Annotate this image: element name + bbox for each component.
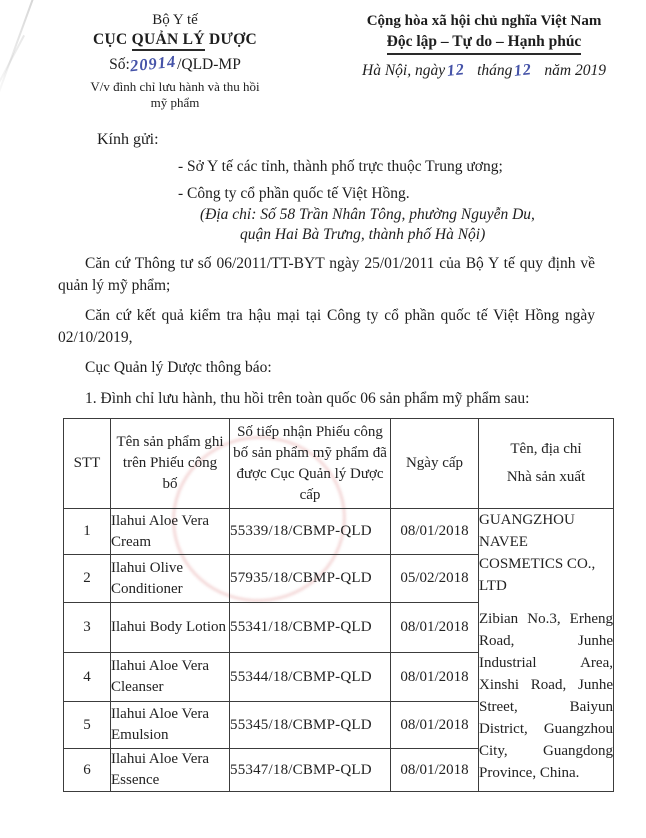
national-motto: [326, 33, 642, 55]
row-index: 4: [64, 653, 111, 702]
document-number-line: [55, 51, 295, 76]
row-index: 3: [64, 603, 111, 653]
agency-name-underlined: QUẢN LÝ: [132, 31, 205, 51]
date-year-label: năm 2019: [544, 62, 606, 79]
handwritten-month: 12: [513, 61, 534, 80]
column-header-manufacturer-line1: Tên, địa chỉ: [510, 441, 582, 457]
agency-name-pre: CỤC: [93, 31, 132, 48]
manufacturer-address: Zibian No.3, Erheng Road, Junhe Industrial Area, Xinshi Road, Junhe Street, Baiyun District, Guangzhou City, Guangdong Province, China.: [479, 611, 613, 781]
row-index: 5: [64, 702, 111, 749]
manufacturer-name: GUANGZHOU NAVEE COSMETICS CO., LTD: [479, 512, 596, 594]
agency-name-post: DƯỢC: [204, 31, 257, 48]
registration-number: 57935/18/CBMP-QLD: [230, 555, 391, 603]
recipient-item: - Sở Y tế các tỉnh, thành phố trực thuộc Trung ương;: [178, 158, 503, 175]
legal-basis-paragraph-2: Căn cứ kết quả kiểm tra hậu mại tại Công ty cổ phần quốc tế Việt Hồng ngày 02/10/2019,: [58, 307, 595, 346]
ministry-name: Bộ Y tế: [152, 12, 198, 28]
document-subject-line1: V/v đình chỉ lưu hành và thu hồi: [90, 79, 260, 94]
column-header-manufacturer-line2: Nhà sản xuất: [506, 469, 586, 485]
product-name: Ilahui Aloe Vera Emulsion: [111, 702, 230, 749]
recalled-products-table: [63, 418, 614, 792]
body-text-block: [58, 253, 595, 418]
product-name: Ilahui Aloe Vera Essence: [111, 749, 230, 792]
column-header-manufacturer: [479, 419, 614, 509]
document-number-suffix: /QLD-MP: [177, 56, 241, 73]
national-motto-text: Độc lập – Tự do – Hạnh phúc: [387, 33, 582, 55]
column-header-product: Tên sản phẩm ghi trên Phiếu công bố: [111, 419, 230, 509]
registration-number: 55347/18/CBMP-QLD: [230, 749, 391, 792]
scan-crease-artifact: [0, 0, 36, 105]
announcement-lead-paragraph: Cục Quản lý Dược thông báo:: [85, 359, 272, 376]
issue-date: 08/01/2018: [391, 749, 479, 792]
document-subject-line2: mỹ phẩm: [150, 95, 200, 110]
table-row: [64, 509, 614, 555]
place-date-line: [326, 62, 642, 80]
place-date-prefix: Hà Nội, ngày: [362, 62, 446, 79]
header-left-block: [55, 12, 295, 111]
recipient-address-line1: (Địa chỉ: Số 58 Trần Nhân Tông, phường Nguyễn Du,: [200, 206, 535, 223]
issue-date: 08/01/2018: [391, 603, 479, 653]
row-index: 6: [64, 749, 111, 792]
issue-date: 08/01/2018: [391, 702, 479, 749]
column-header-number: Số tiếp nhận Phiếu công bố sản phẩm mỹ phẩm đã được Cục Quản lý Dược cấp: [230, 419, 391, 509]
product-name: Ilahui Aloe Vera Cream: [111, 509, 230, 555]
date-month-label: tháng: [477, 62, 513, 79]
row-index: 1: [64, 509, 111, 555]
recall-statement-paragraph: 1. Đình chỉ lưu hành, thu hồi trên toàn quốc 06 sản phẩm mỹ phẩm sau:: [85, 389, 530, 407]
registration-number: 55345/18/CBMP-QLD: [230, 702, 391, 749]
issue-date: 08/01/2018: [391, 509, 479, 555]
header-right-block: [326, 13, 642, 80]
legal-basis-paragraph-1: Căn cứ Thông tư số 06/2011/TT-BYT ngày 25/01/2011 của Bộ Y tế quy định về quản lý mỹ phẩm;: [58, 255, 595, 294]
column-header-stt: STT: [64, 419, 111, 509]
document-number-label: Số:: [109, 56, 130, 73]
table-header-row: [64, 419, 614, 509]
salutation: Kính gửi:: [97, 131, 159, 148]
manufacturer-cell: [479, 509, 614, 792]
column-header-date: Ngày cấp: [391, 419, 479, 509]
registration-number: 55341/18/CBMP-QLD: [230, 603, 391, 653]
issue-date: 05/02/2018: [391, 555, 479, 603]
recipient-address-line2: quận Hai Bà Trưng, thành phố Hà Nội): [240, 226, 486, 243]
issue-date: 08/01/2018: [391, 653, 479, 702]
product-name: Ilahui Body Lotion: [111, 603, 230, 653]
agency-name: [55, 31, 295, 49]
handwritten-day: 12: [446, 61, 466, 80]
national-title: Cộng hòa xã hội chủ nghĩa Việt Nam: [366, 13, 602, 29]
product-name: Ilahui Aloe Vera Cleanser: [111, 653, 230, 702]
handwritten-document-number: 20914: [128, 51, 177, 76]
recipient-item: - Công ty cổ phần quốc tế Việt Hồng.: [178, 185, 410, 202]
product-name: Ilahui Olive Conditioner: [111, 555, 230, 603]
recipients-block: [178, 157, 535, 245]
registration-number: 55344/18/CBMP-QLD: [230, 653, 391, 702]
registration-number: 55339/18/CBMP-QLD: [230, 509, 391, 555]
document-subject: [55, 79, 295, 111]
row-index: 2: [64, 555, 111, 603]
